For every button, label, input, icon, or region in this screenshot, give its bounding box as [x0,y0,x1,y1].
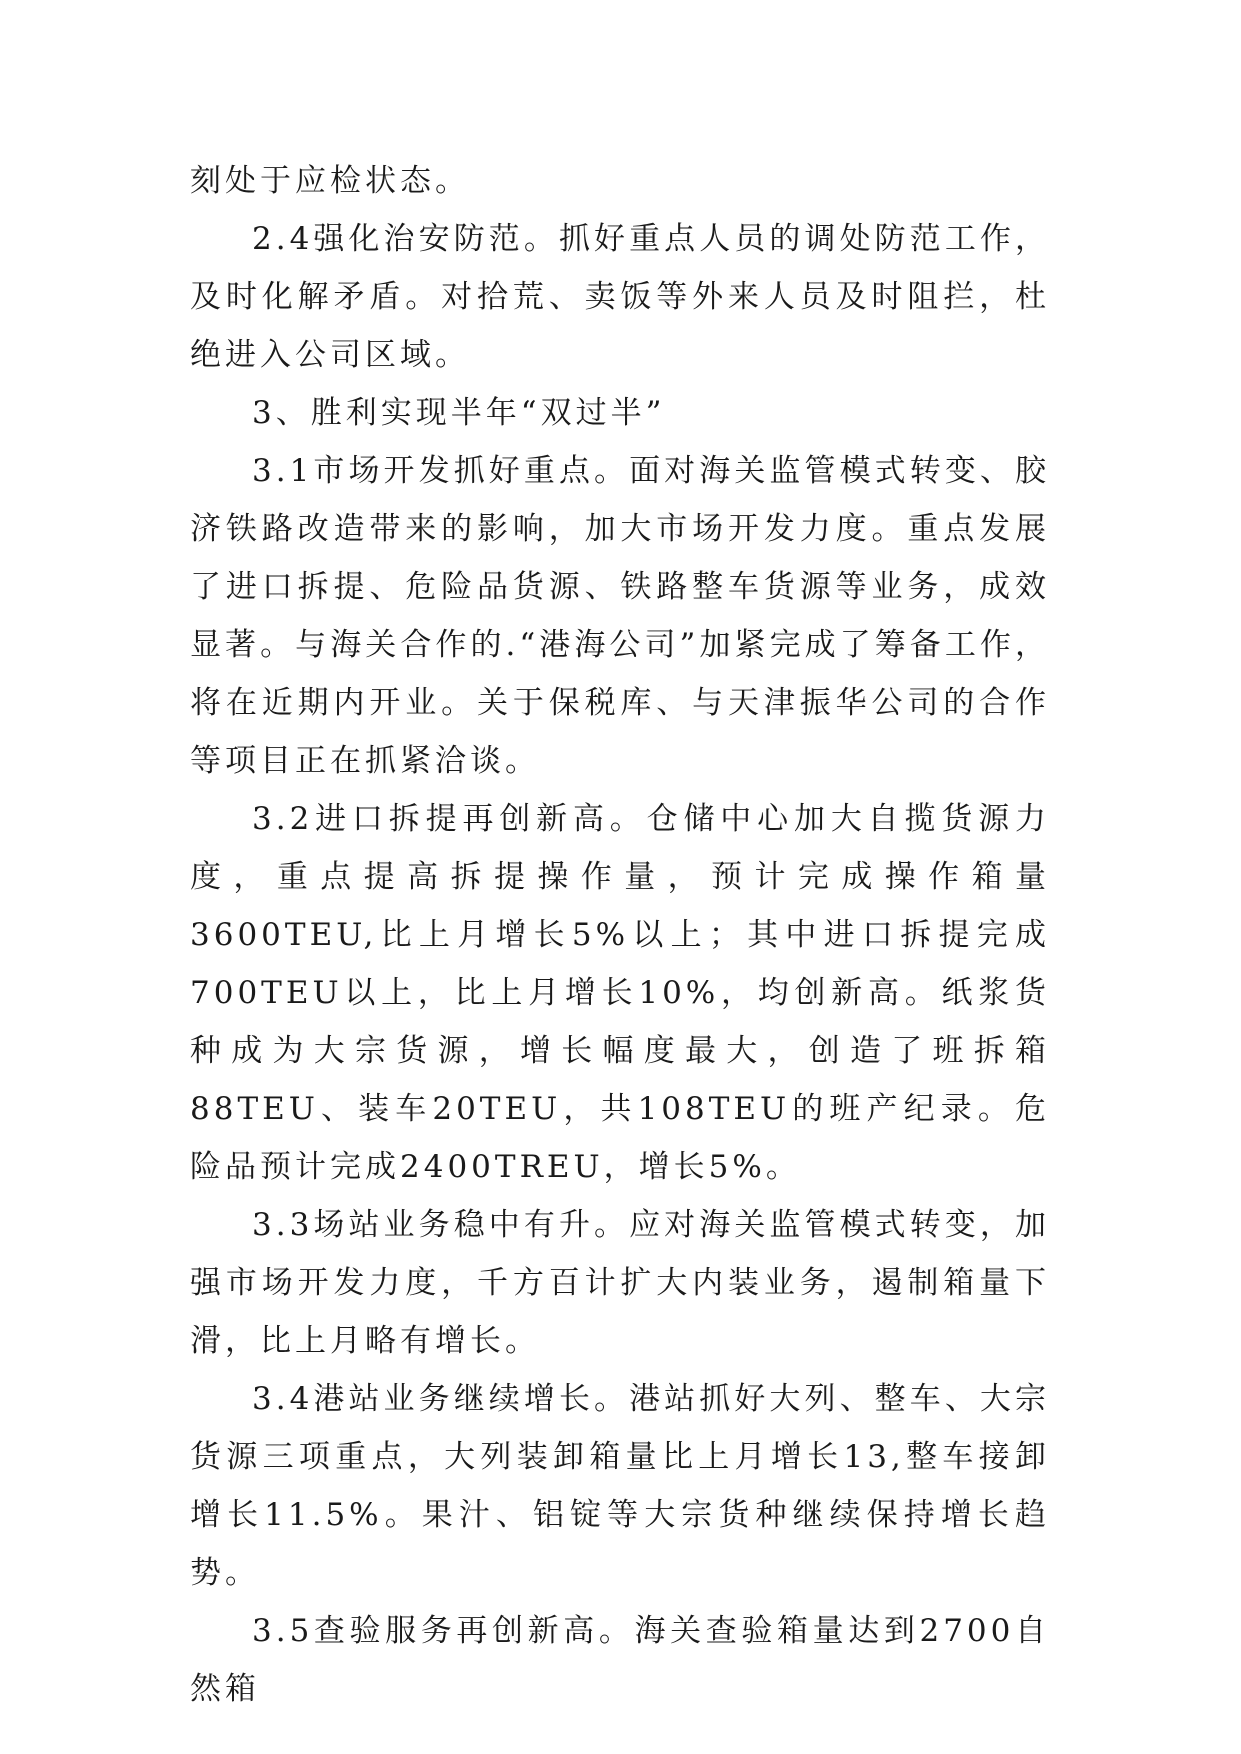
paragraph-2-4: 2.4强化治安防范。抓好重点人员的调处防范工作，及时化解矛盾。对拾荒、卖饭等外来人员及时阻拦，杜绝进入公司区域。 [190,221,1050,373]
paragraph-3-5: 3.5查验服务再创新高。海关查验箱量达到2700自然箱 [190,1613,1050,1707]
section-heading-3: 3、胜利实现半年“双过半” [252,395,666,431]
paragraph-3-2: 3.2进口拆提再创新高。仓储中心加大自揽货源力度，重点提高拆提操作量，预计完成操作箱量3600TEU,比上月增长5%以上；其中进口拆提完成700TEU以上，比上月增长10%，均创新高。纸浆货种成为大宗货源，增长幅度最大，创造了班拆箱88TEU、装车20TEU，共108TEU的班产纪录。危险品预计完成2400TREU，增长5%。 [190,801,1050,1185]
paragraph-continuation: 刻处于应检状态。 [190,163,470,199]
paragraph-3-3: 3.3场站业务稳中有升。应对海关监管模式转变，加强市场开发力度，千方百计扩大内装业务，遏制箱量下滑，比上月略有增长。 [190,1207,1050,1359]
paragraph-3-1: 3.1市场开发抓好重点。面对海关监管模式转变、胶济铁路改造带来的影响，加大市场开发力度。重点发展了进口拆提、危险品货源、铁路整车货源等业务，成效显著。与海关合作的.“港海公司”加紧完成了筹备工作，将在近期内开业。关于保税库、与天津振华公司的合作等项目正在抓紧洽谈。 [190,453,1050,779]
paragraph-3-4: 3.4港站业务继续增长。港站抓好大列、整车、大宗货源三项重点，大列装卸箱量比上月增长13,整车接卸增长11.5%。果汁、铝锭等大宗货种继续保持增长趋势。 [190,1381,1050,1591]
document-body [190,152,1050,1718]
